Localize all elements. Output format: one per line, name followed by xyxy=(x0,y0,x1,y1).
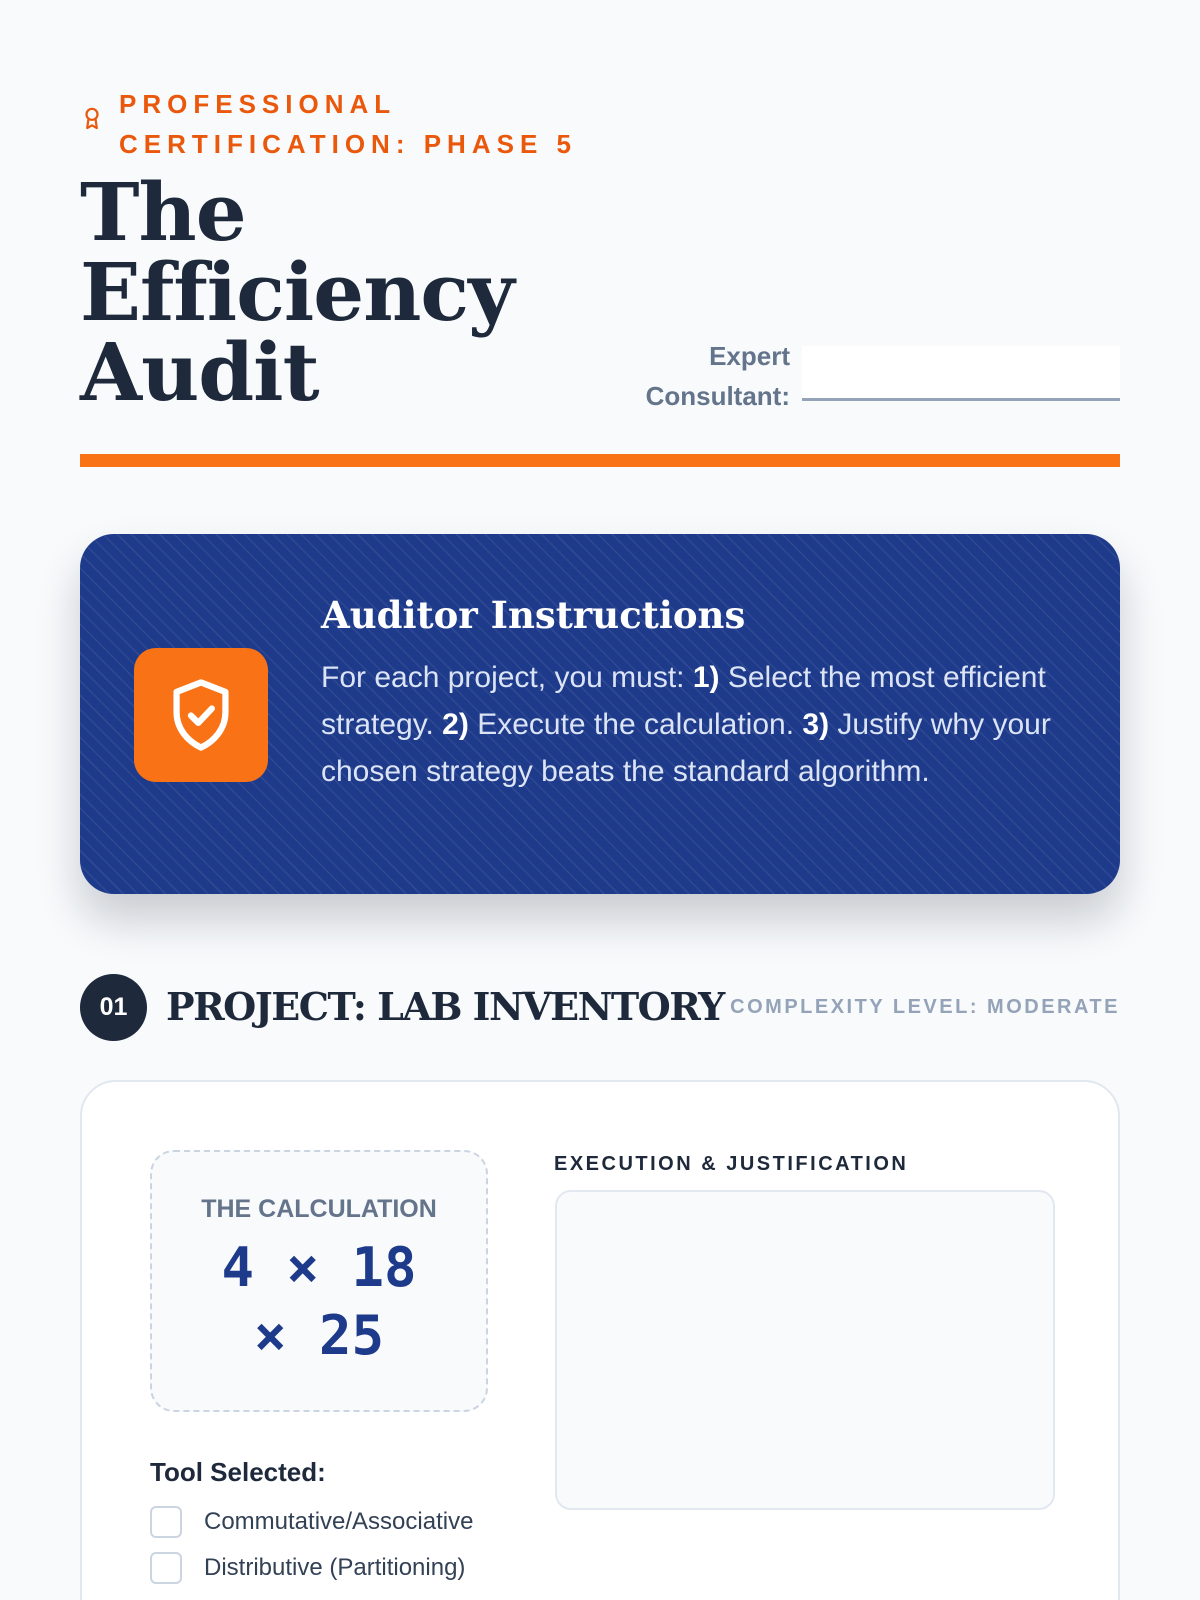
project-title: PROJECT: LAB INVENTORY xyxy=(166,984,724,1029)
tool-option-label: Distributive (Partitioning) xyxy=(204,1554,466,1581)
step-3-marker: 3) xyxy=(802,708,830,741)
shield-check-icon xyxy=(168,677,234,753)
execution-justification-input[interactable] xyxy=(555,1190,1055,1510)
tool-option-distributive[interactable] xyxy=(150,1552,465,1584)
auditor-instructions-card xyxy=(80,534,1120,894)
consultant-label: Expert Consultant: xyxy=(645,341,790,411)
distributive-checkbox[interactable] xyxy=(150,1552,182,1584)
header-divider xyxy=(80,454,1120,467)
instructions-text: For each project, you must: 1) Select the most efficient strategy. 2) Execute the calculation. 3) Justify why your chosen strategy beats the standard algorithm. xyxy=(321,661,1051,788)
complexity-level: COMPLEXITY LEVEL: MODERATE xyxy=(730,996,1120,1018)
instructions-title: Auditor Instructions xyxy=(321,593,746,637)
calculation-expression: 4 × 18 × 25 xyxy=(221,1236,417,1367)
calculation-box xyxy=(150,1150,488,1412)
tool-option-label: Commutative/Associative xyxy=(204,1508,474,1535)
tool-option-commutative[interactable] xyxy=(150,1506,473,1538)
tool-selected-label: Tool Selected: xyxy=(150,1457,326,1487)
project-number-badge: 01 xyxy=(80,974,147,1041)
calculation-label: THE CALCULATION xyxy=(201,1195,437,1223)
execution-justification-label: EXECUTION & JUSTIFICATION xyxy=(554,1153,909,1175)
step-2-marker: 2) xyxy=(442,708,469,741)
consultant-name-input[interactable] xyxy=(802,346,1120,401)
certification-phase-label: PROFESSIONAL CERTIFICATION: PHASE 5 xyxy=(119,89,577,159)
project-card xyxy=(80,1080,1120,1600)
award-icon xyxy=(81,106,103,130)
certification-eyebrow xyxy=(81,84,589,164)
shield-icon-tile xyxy=(134,648,268,782)
step-1-marker: 1) xyxy=(692,661,720,694)
commutative-checkbox[interactable] xyxy=(150,1506,182,1538)
page-title: The Efficiency Audit xyxy=(80,165,514,419)
